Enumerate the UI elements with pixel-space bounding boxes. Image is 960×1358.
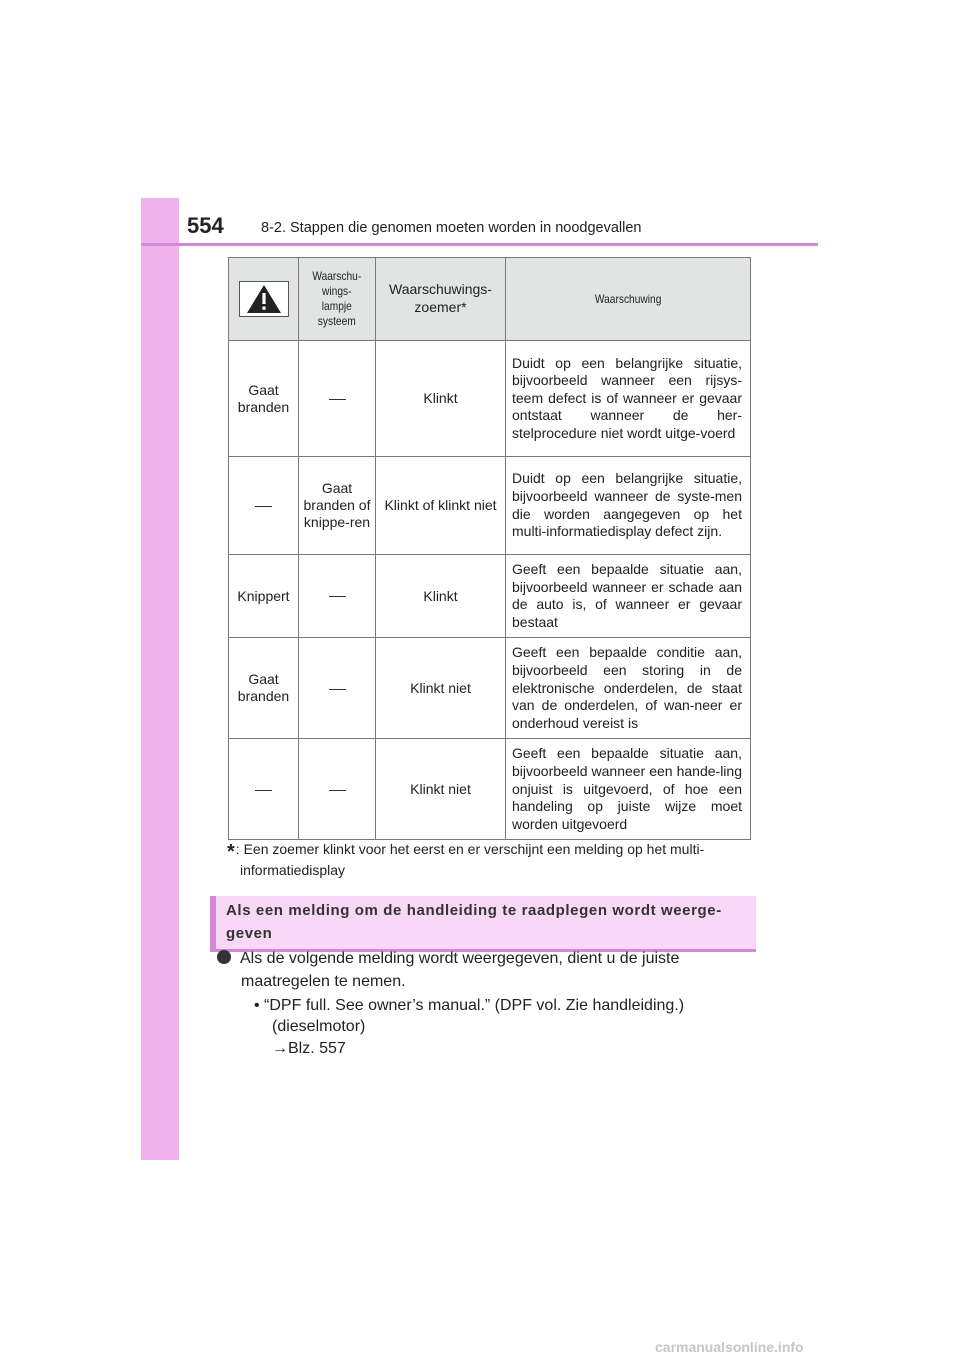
header-lamp-line: systeem bbox=[317, 313, 356, 328]
bullet-text-cont: maatregelen te nemen. bbox=[241, 973, 406, 990]
header-lamp-line: wings- bbox=[322, 283, 352, 298]
cell-lamp: Knippert bbox=[229, 555, 299, 638]
cell-buzzer: Klinkt niet bbox=[376, 638, 506, 739]
cell-system: Gaat branden of knippe-ren bbox=[299, 457, 376, 555]
cell-buzzer: Klinkt bbox=[376, 341, 506, 457]
cell-buzzer: Klinkt of klinkt niet bbox=[376, 457, 506, 555]
header-icon-cell bbox=[229, 258, 299, 341]
side-tab-band bbox=[141, 198, 179, 1160]
cell-lamp bbox=[229, 457, 299, 555]
dash-mark bbox=[255, 790, 272, 791]
cell-system bbox=[299, 638, 376, 739]
cell-warning: Geeft een bepaalde situatie aan, bijvoorbeeld wanneer er schade aan de auto is, of wanneer er gevaar bestaat bbox=[506, 555, 751, 638]
watermark: carmanualsonline.info bbox=[655, 1339, 804, 1355]
dash-mark bbox=[255, 506, 272, 507]
dash-mark bbox=[329, 399, 346, 400]
dash-mark bbox=[329, 596, 346, 597]
cell-buzzer: Klinkt niet bbox=[376, 739, 506, 840]
table-row bbox=[229, 739, 751, 840]
header-warning: Waarschuwing bbox=[506, 258, 751, 341]
bullet-text: Als de volgende melding wordt weergegeven, dient u de juiste bbox=[240, 950, 680, 967]
cell-warning: Duidt op een belangrijke situatie, bijvoorbeeld wanneer een rijsys-teem defect is of wanneer er gevaar ontstaat wanneer de her-stelprocedure niet wordt uitge-voerd bbox=[506, 341, 751, 457]
header-buzzer-line: Waarschuwings- bbox=[389, 281, 492, 297]
footnote-text-cont: informatiedisplay bbox=[240, 862, 346, 878]
cell-warning: Geeft een bepaalde situatie aan, bijvoorbeeld wanneer een hande-ling onjuist is uitgevoerd, of hoe een handeling op juiste wijze moet worden uitgevoerd bbox=[506, 739, 751, 840]
cell-system bbox=[299, 555, 376, 638]
warning-triangle-icon bbox=[239, 281, 289, 317]
sub-item-cont: (dieselmotor) bbox=[272, 1018, 366, 1035]
bullet-item bbox=[217, 948, 745, 969]
header-lamp-line: Waarschu- bbox=[312, 268, 362, 283]
cell-system bbox=[299, 341, 376, 457]
cell-buzzer: Klinkt bbox=[376, 555, 506, 638]
page-reference-link[interactable]: →Blz. 557 bbox=[272, 1040, 346, 1057]
cell-system bbox=[299, 739, 376, 840]
dash-mark bbox=[329, 689, 346, 690]
header-buzzer-line: zoemer* bbox=[414, 299, 467, 315]
table-row bbox=[229, 555, 751, 638]
header-buzzer bbox=[376, 258, 506, 341]
bullet-dot-icon bbox=[217, 950, 231, 964]
footnote bbox=[227, 840, 757, 879]
cell-lamp: Gaat branden bbox=[229, 341, 299, 457]
page-number: 554 bbox=[187, 213, 224, 238]
footnote-text: : Een zoemer klinkt voor het eerst en er verschijnt een melding op het multi- bbox=[235, 841, 705, 857]
cell-lamp bbox=[229, 739, 299, 840]
cell-warning: Duidt op een belangrijke situatie, bijvoorbeeld wanneer de syste-men die worden aangegeven op het multi-informatiedisplay defect zijn. bbox=[506, 457, 751, 555]
section-title: 8-2. Stappen die genomen moeten worden in noodgevallen bbox=[261, 220, 642, 236]
sub-item: • “DPF full. See owner’s manual.” (DPF vol. Zie handleiding.) bbox=[254, 997, 685, 1014]
header-divider bbox=[141, 243, 818, 246]
header-lamp-system bbox=[299, 258, 376, 341]
section-heading: Als een melding om de handleiding te raadplegen wordt weerge-geven bbox=[210, 896, 756, 952]
header-lamp-line: lampje bbox=[321, 298, 353, 313]
table-row bbox=[229, 457, 751, 555]
cell-warning: Geeft een bepaalde conditie aan, bijvoorbeeld een storing in de elektronische onderdelen, de staat van de onderdelen, of wan-neer er onderhoud vereist is bbox=[506, 638, 751, 739]
warning-table bbox=[228, 257, 751, 840]
cell-lamp: Gaat branden bbox=[229, 638, 299, 739]
dash-mark bbox=[329, 790, 346, 791]
table-row bbox=[229, 638, 751, 739]
table-header-row bbox=[229, 258, 751, 341]
table-row bbox=[229, 341, 751, 457]
footnote-marker: * bbox=[227, 841, 235, 863]
